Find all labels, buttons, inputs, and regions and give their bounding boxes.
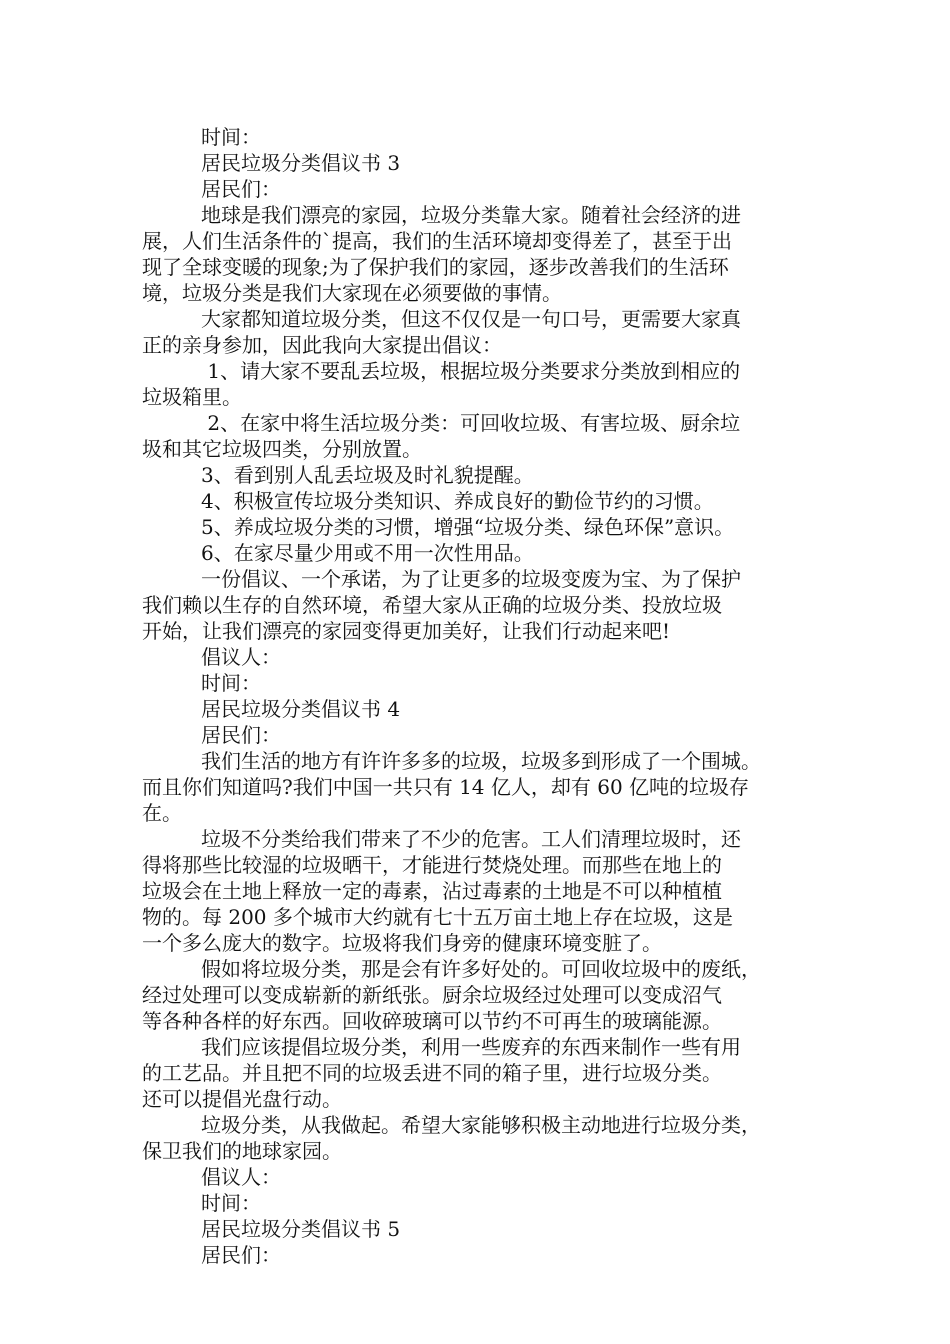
- text-line: 经过处理可以变成崭新的新纸张。厨余垃圾经过处理可以变成沼气: [142, 983, 722, 1007]
- text-line: 居民们：: [201, 1243, 281, 1267]
- text-line: 得将那些比较湿的垃圾晒干，才能进行焚烧处理。而那些在地上的: [142, 853, 722, 877]
- text-line: 居民垃圾分类倡议书 4: [201, 697, 401, 721]
- text-line: 时间：: [201, 1191, 261, 1215]
- text-line: 物的。每 200 多个城市大约就有七十五万亩土地上存在垃圾，这是: [142, 905, 733, 929]
- text-line: 5、养成垃圾分类的习惯，增强“垃圾分类、绿色环保”意识。: [201, 515, 735, 539]
- text-line: 我们应该提倡垃圾分类，利用一些废弃的东西来制作一些有用: [201, 1035, 741, 1059]
- text-line: 3、看到别人乱丢垃圾及时礼貌提醒。: [201, 463, 534, 487]
- text-line: 居民垃圾分类倡议书 5: [201, 1217, 401, 1241]
- text-line: 还可以提倡光盘行动。: [142, 1087, 342, 1111]
- text-line: 垃圾分类，从我做起。希望大家能够积极主动地进行垃圾分类，: [201, 1113, 761, 1137]
- text-line: 保卫我们的地球家园。: [142, 1139, 342, 1163]
- text-line: 时间：: [201, 671, 261, 695]
- text-line: 4、积极宣传垃圾分类知识、养成良好的勤俭节约的习惯。: [201, 489, 714, 513]
- text-line: 开始，让我们漂亮的家园变得更加美好，让我们行动起来吧!: [142, 619, 671, 643]
- text-line: 假如将垃圾分类，那是会有许多好处的。可回收垃圾中的废纸，: [201, 957, 761, 981]
- text-line: 一份倡议、一个承诺，为了让更多的垃圾变废为宝、为了保护: [201, 567, 741, 591]
- text-line: 大家都知道垃圾分类，但这不仅仅是一句口号，更需要大家真: [201, 307, 741, 331]
- text-line: 的工艺品。并且把不同的垃圾丢进不同的箱子里，进行垃圾分类。: [142, 1061, 722, 1085]
- text-line: 2、在家中将生活垃圾分类：可回收垃圾、有害垃圾、厨余垃: [201, 411, 741, 435]
- text-line: 现了全球变暖的现象;为了保护我们的家园，逐步改善我们的生活环: [142, 255, 729, 279]
- text-line: 展，人们生活条件的`提高，我们的生活环境却变得差了，甚至于出: [142, 229, 732, 253]
- text-line: 在。: [142, 801, 182, 825]
- text-line: 居民们：: [201, 723, 281, 747]
- text-line: 6、在家尽量少用或不用一次性用品。: [201, 541, 534, 565]
- text-line: 我们赖以生存的自然环境，希望大家从正确的垃圾分类、投放垃圾: [142, 593, 722, 617]
- text-line: 境，垃圾分类是我们大家现在必须要做的事情。: [142, 281, 562, 305]
- text-line: 垃圾不分类给我们带来了不少的危害。工人们清理垃圾时，还: [201, 827, 741, 851]
- text-line: 一个多么庞大的数字。垃圾将我们身旁的健康环境变脏了。: [142, 931, 662, 955]
- text-line: 居民垃圾分类倡议书 3: [201, 151, 401, 175]
- text-line: 时间：: [201, 125, 261, 149]
- text-line: 1、请大家不要乱丢垃圾，根据垃圾分类要求分类放到相应的: [201, 359, 741, 383]
- text-line: 等各种各样的好东西。回收碎玻璃可以节约不可再生的玻璃能源。: [142, 1009, 722, 1033]
- text-line: 垃圾箱里。: [142, 385, 242, 409]
- text-line: 倡议人：: [201, 645, 281, 669]
- text-line: 我们生活的地方有许许多多的垃圾，垃圾多到形成了一个围城。: [201, 749, 761, 773]
- text-line: 正的亲身参加，因此我向大家提出倡议：: [142, 333, 502, 357]
- text-line: 而且你们知道吗?我们中国一共只有 14 亿人，却有 60 亿吨的垃圾存: [142, 775, 750, 799]
- text-line: 地球是我们漂亮的家园，垃圾分类靠大家。随着社会经济的进: [201, 203, 741, 227]
- text-line: 居民们：: [201, 177, 281, 201]
- text-line: 圾和其它垃圾四类，分别放置。: [142, 437, 422, 461]
- text-line: 垃圾会在土地上释放一定的毒素，沾过毒素的土地是不可以种植植: [142, 879, 722, 903]
- text-line: 倡议人：: [201, 1165, 281, 1189]
- document-body: [142, 124, 822, 1268]
